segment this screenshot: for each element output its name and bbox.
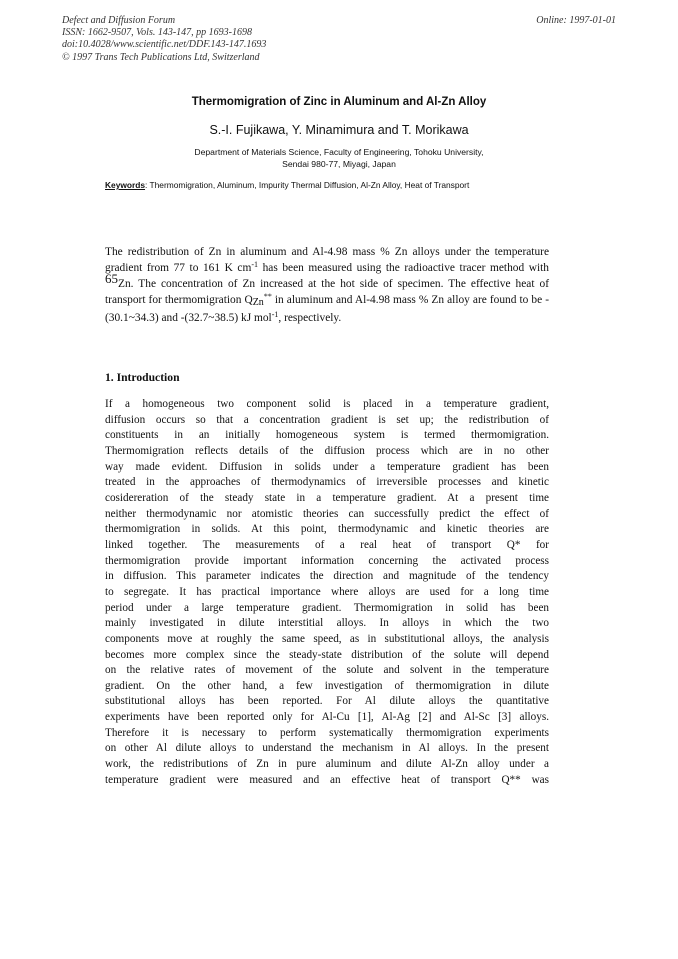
introduction-text — [105, 397, 549, 788]
text-line: thermomigration provide important information concerning the activated process — [105, 554, 549, 567]
text-line: mainly investigated in dilute interstitial alloys. In alloys in which the two — [105, 617, 549, 630]
isotope-mass-number: 65 — [105, 270, 118, 286]
affiliation — [0, 146, 678, 170]
copyright-line: © 1997 Trans Tech Publications Ltd, Switzerland — [62, 51, 260, 63]
text-line: treated in the approaches of thermodynamics of irreversible processes and kinetic — [105, 476, 549, 489]
text-line: becomes more complex since the steady-state distribution of the solute will depend — [105, 648, 549, 661]
author-list: S.-I. Fujikawa, Y. Minamimura and T. Morikawa — [209, 123, 469, 137]
doi-line: doi:10.4028/www.scientific.net/DDF.143-147.1693 — [62, 39, 267, 51]
abstract-superscript-3: -1 — [271, 309, 279, 319]
text-line: thermomigration in solids. At this point, thermodynamic and kinetic theories are — [105, 523, 549, 536]
affiliation-line-2: Sendai 980-77, Miyagi, Japan — [282, 159, 396, 169]
text-line: substitutional alloys has been reported. For Al dilute alloys the quantitative — [105, 695, 549, 708]
journal-name: Defect and Diffusion Forum — [62, 15, 176, 26]
keywords-text: : Thermomigration, Aluminum, Impurity Thermal Diffusion, Al-Zn Alloy, Heat of Transport — [145, 180, 470, 190]
section-heading: 1. Introduction — [105, 371, 180, 384]
text-line: work, the redistributions of Zn in pure aluminum and dilute Al-Zn alloy under a — [105, 758, 549, 771]
abstract-subscript-zn: Zn — [252, 296, 264, 308]
abstract-text-5: , respectively. — [278, 311, 342, 324]
abstract — [105, 245, 549, 327]
text-line: period under a large temperature gradient. Thermomigration in solid has been — [105, 601, 549, 614]
text-line: temperature gradient were measured and an effective heat of transport Q** was — [105, 773, 549, 786]
text-line: Thermomigration reflects details of the diffusion process which are in no other — [105, 444, 549, 457]
text-line: in diffusion. This parameter indicates the direction and magnitude of the tendency — [105, 570, 549, 583]
text-line: neither thermodynamic nor atomistic theories can successfully predict the effect of — [105, 507, 549, 520]
journal-header — [62, 15, 266, 64]
text-line: experiments have been reported only for Al-Cu [1], Al-Ag [2] and Al-Sc [3] alloys. — [105, 711, 549, 724]
text-line: on the relative rates of movement of the solute and solvent in the temperature — [105, 664, 549, 677]
text-line: Therefore it is necessary to perform systematically thermomigration experiments — [105, 726, 549, 739]
abstract-text-4: in aluminum and Al-4.98 mass % Zn alloy are found to be -(30.1~34.3) and -(32.7~38.5) kJ mol — [105, 293, 549, 324]
keywords-label: Keywords — [105, 180, 146, 190]
text-line: linked together. The measurements of a real heat of transport Q* for — [105, 538, 549, 551]
abstract-superscript-2: ** — [263, 291, 272, 301]
online-date: Online: 1997-01-01 — [536, 15, 616, 26]
text-line: If a homogeneous two component solid is placed in a temperature gradient, — [105, 398, 549, 410]
paper-title: Thermomigration of Zinc in Aluminum and Al-Zn Alloy — [191, 96, 487, 108]
abstract-text-1: The redistribution of Zn in aluminum and Al-4.98 mass % Zn alloys under the temperature gradient from 77 to 161 K cm — [105, 246, 549, 274]
abstract-text-2: has been measured using the radioactive tracer method with — [258, 261, 549, 274]
abstract-superscript-1: -1 — [251, 259, 259, 269]
keywords-line — [105, 180, 575, 190]
text-line: on other Al dilute alloys to understand the mechanism in Al alloys. In the present — [105, 742, 549, 755]
text-line: constituents in an initially homogeneous system is termed thermomigration. — [105, 429, 549, 442]
text-line: way made evident. Diffusion in solids under a temperature gradient has been — [105, 460, 549, 473]
text-line: cosidereration of the steady state in a temperature gradient. At a present time — [105, 491, 549, 504]
affiliation-line-1: Department of Materials Science, Faculty of Engineering, Tohoku University, — [194, 147, 484, 157]
issn-line: ISSN: 1662-9507, Vols. 143-147, pp 1693-1698 — [62, 27, 252, 39]
text-line: to segregate. It has practical importance where alloys are used for a long time — [105, 585, 549, 598]
text-line: diffusion occurs so that a concentration gradient is set up; the redistribution of — [105, 413, 549, 426]
text-line: components move at roughly the same speed, as in substitutional alloys, the analysis — [105, 632, 549, 645]
text-line: gradient. On the other hand, a few investigation of thermomigration in dilute — [105, 679, 549, 692]
abstract-text-3: Zn. The concentration of Zn increased at the hot side of specimen. The effective heat of transport for thermomigration Q — [105, 277, 549, 306]
